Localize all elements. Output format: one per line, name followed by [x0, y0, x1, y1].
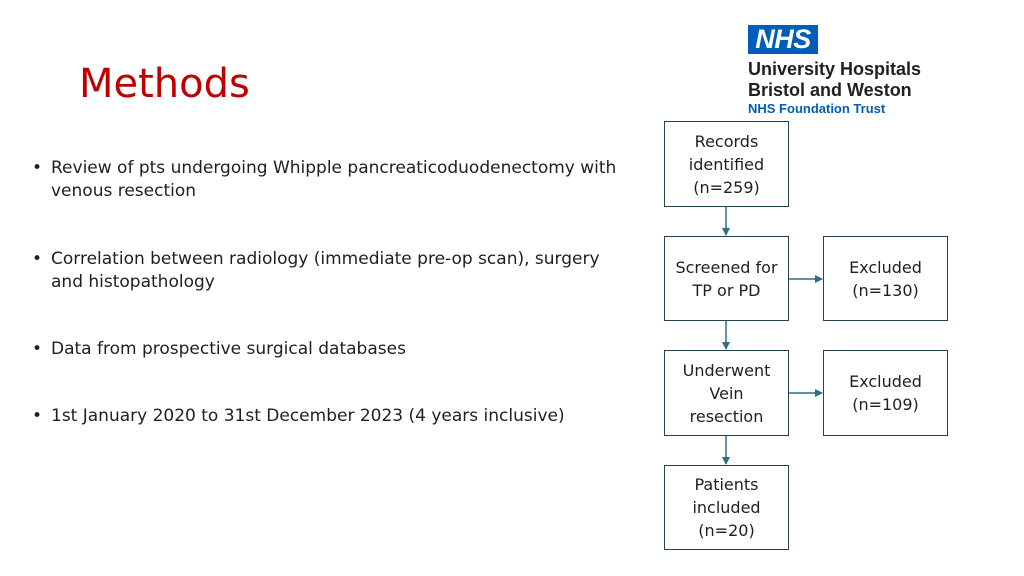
bullet-dot-icon: •	[32, 158, 43, 178]
bullet-dot-icon: •	[32, 339, 43, 359]
nhs-logo	[748, 25, 948, 120]
page-title: Methods	[79, 61, 250, 107]
box-records-identified: Records identified (n=259)	[664, 121, 789, 207]
logo-line-1: University Hospitals	[748, 59, 922, 79]
box-screened: Screened for TP or PD	[664, 236, 789, 321]
box-excluded-1: Excluded (n=130)	[823, 236, 948, 321]
bullet-dot-icon: •	[32, 406, 43, 426]
box-vein-resection: Underwent Vein resection	[664, 350, 789, 436]
box-patients-included: Patients included (n=20)	[664, 465, 789, 550]
box-excluded-2: Excluded (n=109)	[823, 350, 948, 436]
nhs-badge: NHS	[748, 25, 818, 54]
bullet-text: 1st January 2020 to 31st December 2023 (4 years inclusive)	[51, 406, 565, 426]
bullet-text: Correlation between radiology (immediate pre-op scan), surgery and histopathology	[51, 249, 600, 292]
logo-line-2: Bristol and Weston	[748, 80, 912, 100]
bullet-text: Review of pts undergoing Whipple pancreaticoduodenectomy with venous resection	[51, 158, 617, 201]
logo-line-3: NHS Foundation Trust	[748, 101, 886, 116]
bullet-text: Data from prospective surgical databases	[51, 339, 406, 359]
bullet-dot-icon: •	[32, 249, 43, 269]
